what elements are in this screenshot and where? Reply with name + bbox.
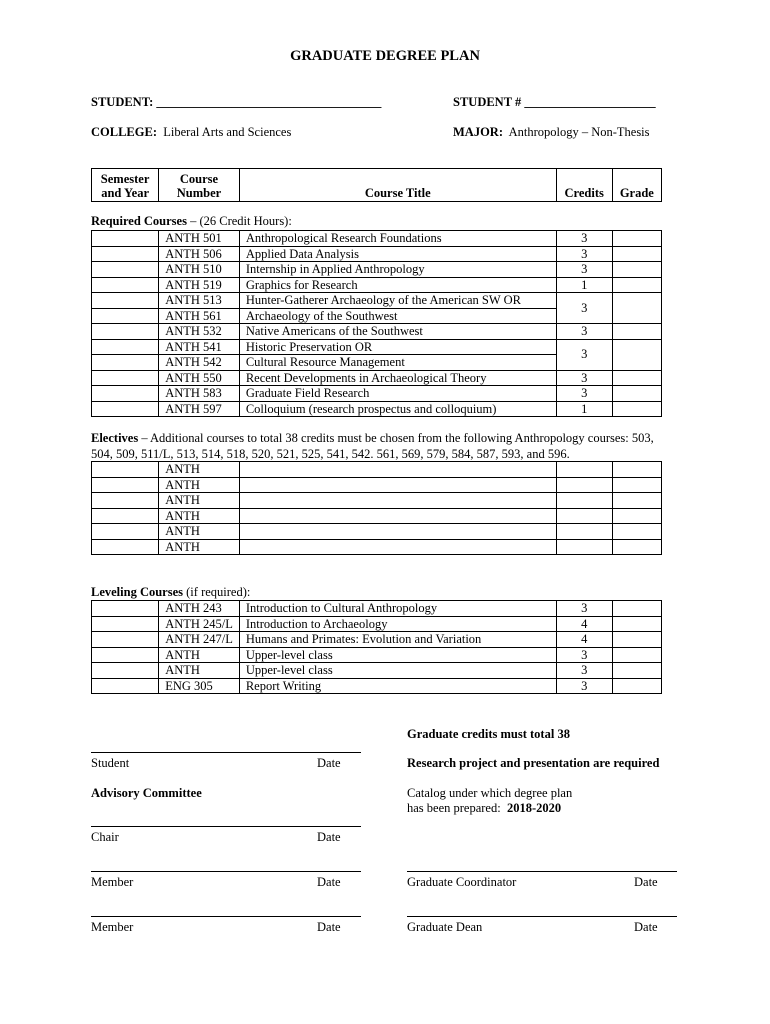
course-number-cell: ANTH 542 [159, 355, 240, 371]
course-number-cell: ANTH 532 [159, 324, 240, 340]
course-number-cell: ANTH [159, 493, 240, 509]
table-row [92, 477, 662, 493]
page-title: GRADUATE DEGREE PLAN [290, 48, 480, 64]
credits-cell: 3 [556, 601, 612, 617]
semester-cell[interactable] [92, 616, 159, 632]
course-number-cell: ANTH 510 [159, 262, 240, 278]
table-row [92, 339, 662, 355]
grade-cell[interactable] [612, 477, 661, 493]
course-number-header: Course Number [159, 169, 240, 202]
course-title-cell: Upper-level class [239, 647, 556, 663]
course-title-cell: Introduction to Archaeology [239, 616, 556, 632]
grade-cell[interactable] [612, 339, 661, 370]
semester-cell[interactable] [92, 632, 159, 648]
course-title-cell: Upper-level class [239, 663, 556, 679]
credits-cell: 3 [556, 324, 612, 340]
table-row [92, 386, 662, 402]
credits-cell: 1 [556, 401, 612, 417]
catalog-line-1: Catalog under which degree plan [407, 786, 573, 800]
coordinator-label: Graduate Coordinator [407, 875, 517, 889]
leveling-courses-label: Leveling Courses (if required): [91, 585, 251, 599]
course-number-cell: ANTH 550 [159, 370, 240, 386]
course-title-cell: Hunter-Gatherer Archaeology of the American SW OR [239, 293, 556, 309]
credits-cell[interactable] [556, 462, 612, 478]
grade-cell[interactable] [612, 508, 661, 524]
grade-cell[interactable] [612, 663, 661, 679]
chair-signature-line[interactable] [91, 826, 361, 827]
coordinator-date-label: Date [634, 875, 658, 889]
electives-table [91, 461, 662, 555]
course-number-cell: ANTH 519 [159, 277, 240, 293]
credits-cell: 3 [556, 663, 612, 679]
course-number-cell: ANTH 245/L [159, 616, 240, 632]
student-date-label: Date [317, 756, 341, 770]
grade-cell[interactable] [612, 370, 661, 386]
coordinator-signature-line[interactable] [407, 871, 677, 872]
leveling-courses-table [91, 600, 662, 694]
credits-cell: 3 [556, 246, 612, 262]
credits-cell: 3 [556, 262, 612, 278]
credits-header: Credits [556, 169, 612, 202]
catalog-years: 2018-2020 [506, 801, 562, 815]
grade-cell[interactable] [612, 401, 661, 417]
credits-cell: 3 [556, 647, 612, 663]
table-row [92, 663, 662, 679]
student-signature-line[interactable] [91, 752, 361, 753]
semester-cell[interactable] [92, 339, 159, 355]
course-title-cell: Introduction to Cultural Anthropology [239, 601, 556, 617]
table-row [92, 246, 662, 262]
course-number-cell: ANTH 513 [159, 293, 240, 309]
member2-date-label: Date [317, 920, 341, 934]
course-number-cell: ANTH 247/L [159, 632, 240, 648]
research-note: Research project and presentation are required [407, 756, 660, 770]
course-title-cell[interactable] [239, 524, 556, 540]
chair-date-label: Date [317, 830, 341, 844]
grade-cell[interactable] [612, 324, 661, 340]
credits-cell[interactable] [556, 539, 612, 555]
course-number-cell: ANTH [159, 663, 240, 679]
total-credits-note: Graduate credits must total 38 [407, 727, 570, 741]
semester-cell[interactable] [92, 462, 159, 478]
advisory-committee-label: Advisory Committee [91, 786, 202, 800]
grade-cell[interactable] [612, 462, 661, 478]
grade-cell[interactable] [612, 539, 661, 555]
member1-signature-line[interactable] [91, 871, 361, 872]
student-name-field[interactable]: STUDENT: ____________________________________ [91, 95, 382, 109]
course-number-cell: ANTH [159, 508, 240, 524]
semester-cell[interactable] [92, 386, 159, 402]
course-number-cell: ANTH [159, 539, 240, 555]
course-number-cell: ANTH 597 [159, 401, 240, 417]
course-title-cell: Archaeology of the Southwest [239, 308, 556, 324]
course-title-cell[interactable] [239, 462, 556, 478]
semester-cell[interactable] [92, 477, 159, 493]
table-row [92, 262, 662, 278]
credits-cell[interactable] [556, 524, 612, 540]
credits-cell: 3 [556, 370, 612, 386]
dean-date-label: Date [634, 920, 658, 934]
grade-cell[interactable] [612, 386, 661, 402]
college-row [91, 125, 291, 140]
semester-cell[interactable] [92, 355, 159, 371]
course-number-cell: ANTH 243 [159, 601, 240, 617]
course-number-cell: ANTH 506 [159, 246, 240, 262]
course-title-cell: Native Americans of the Southwest [239, 324, 556, 340]
table-row [92, 508, 662, 524]
course-title-cell: Historic Preservation OR [239, 339, 556, 355]
semester-cell[interactable] [92, 262, 159, 278]
table-row [92, 524, 662, 540]
major-value: Anthropology – Non-Thesis [508, 125, 650, 139]
catalog-line-2: has been prepared: 2018-2020 [407, 801, 562, 815]
credits-cell: 3 [556, 678, 612, 694]
semester-cell[interactable] [92, 308, 159, 324]
student-number-field[interactable]: STUDENT # _____________________ [453, 95, 656, 109]
course-title-cell[interactable] [239, 508, 556, 524]
grade-cell[interactable] [612, 262, 661, 278]
semester-cell[interactable] [92, 678, 159, 694]
college-value: Liberal Arts and Sciences [163, 125, 292, 139]
course-title-cell: Internship in Applied Anthropology [239, 262, 556, 278]
course-title-cell: Graduate Field Research [239, 386, 556, 402]
electives-paragraph: Electives – Additional courses to total 38 credits must be chosen from the following Anthropology courses: 503, 504, 509, 511/L, 513, 514, 518, 520, 521, 525, 541, 542. 561, 569, 579, 584, 587, 593, and 596. [91, 431, 654, 461]
semester-cell[interactable] [92, 663, 159, 679]
table-row [92, 370, 662, 386]
course-number-cell: ANTH 583 [159, 386, 240, 402]
credits-cell: 4 [556, 632, 612, 648]
credits-cell: 3 [556, 293, 612, 324]
course-title-cell: Cultural Resource Management [239, 355, 556, 371]
table-row [92, 293, 662, 309]
course-number-cell: ANTH 501 [159, 231, 240, 247]
course-number-cell: ANTH [159, 647, 240, 663]
table-row [92, 616, 662, 632]
semester-cell[interactable] [92, 647, 159, 663]
grade-cell[interactable] [612, 601, 661, 617]
chair-label: Chair [91, 830, 119, 844]
course-number-cell: ANTH [159, 462, 240, 478]
table-row [92, 678, 662, 694]
course-number-cell: ANTH 541 [159, 339, 240, 355]
credits-cell: 3 [556, 386, 612, 402]
grade-cell[interactable] [612, 616, 661, 632]
table-row [92, 601, 662, 617]
semester-cell[interactable] [92, 324, 159, 340]
semester-cell[interactable] [92, 246, 159, 262]
course-title-cell[interactable] [239, 477, 556, 493]
semester-cell[interactable] [92, 401, 159, 417]
student-signature-label: Student [91, 756, 130, 770]
dean-signature-line[interactable] [407, 916, 677, 917]
member1-label: Member [91, 875, 134, 889]
course-title-cell: Colloquium (research prospectus and colloquium) [239, 401, 556, 417]
semester-cell[interactable] [92, 539, 159, 555]
semester-cell[interactable] [92, 277, 159, 293]
course-number-cell: ANTH [159, 477, 240, 493]
credits-cell[interactable] [556, 477, 612, 493]
semester-header: Semester and Year [92, 169, 159, 202]
grade-cell[interactable] [612, 632, 661, 648]
grade-cell[interactable] [612, 277, 661, 293]
grade-cell[interactable] [612, 231, 661, 247]
grade-header: Grade [612, 169, 661, 202]
grade-cell[interactable] [612, 493, 661, 509]
course-title-cell: Recent Developments in Archaeological Theory [239, 370, 556, 386]
member2-signature-line[interactable] [91, 916, 361, 917]
required-courses-table [91, 230, 662, 417]
member2-label: Member [91, 920, 134, 934]
course-title-cell: Humans and Primates: Evolution and Variation [239, 632, 556, 648]
table-row [92, 632, 662, 648]
table-row [92, 277, 662, 293]
major-label: MAJOR: [453, 125, 503, 139]
course-number-cell: ENG 305 [159, 678, 240, 694]
table-row [92, 647, 662, 663]
semester-cell[interactable] [92, 493, 159, 509]
course-number-cell: ANTH [159, 524, 240, 540]
grade-cell[interactable] [612, 246, 661, 262]
credits-cell[interactable] [556, 508, 612, 524]
course-title-cell[interactable] [239, 493, 556, 509]
required-courses-label: Required Courses – (26 Credit Hours): [91, 214, 292, 228]
column-header-table [91, 168, 662, 202]
table-row [92, 493, 662, 509]
semester-cell[interactable] [92, 293, 159, 309]
credits-cell: 4 [556, 616, 612, 632]
semester-cell[interactable] [92, 231, 159, 247]
table-row [92, 401, 662, 417]
dean-label: Graduate Dean [407, 920, 483, 934]
course-title-header: Course Title [239, 169, 556, 202]
table-row [92, 324, 662, 340]
semester-cell[interactable] [92, 370, 159, 386]
credits-cell: 3 [556, 339, 612, 370]
course-title-cell: Applied Data Analysis [239, 246, 556, 262]
grade-cell[interactable] [612, 678, 661, 694]
course-title-cell: Graphics for Research [239, 277, 556, 293]
table-row [92, 462, 662, 478]
course-number-cell: ANTH 561 [159, 308, 240, 324]
grade-cell[interactable] [612, 524, 661, 540]
grade-cell[interactable] [612, 293, 661, 324]
credits-cell: 1 [556, 277, 612, 293]
table-row [92, 231, 662, 247]
semester-cell[interactable] [92, 508, 159, 524]
course-title-cell: Report Writing [239, 678, 556, 694]
semester-cell[interactable] [92, 601, 159, 617]
credits-cell[interactable] [556, 493, 612, 509]
college-label: COLLEGE: [91, 125, 157, 139]
member1-date-label: Date [317, 875, 341, 889]
course-title-cell: Anthropological Research Foundations [239, 231, 556, 247]
table-row [92, 539, 662, 555]
major-row [453, 125, 650, 140]
semester-cell[interactable] [92, 524, 159, 540]
grade-cell[interactable] [612, 647, 661, 663]
course-title-cell[interactable] [239, 539, 556, 555]
credits-cell: 3 [556, 231, 612, 247]
